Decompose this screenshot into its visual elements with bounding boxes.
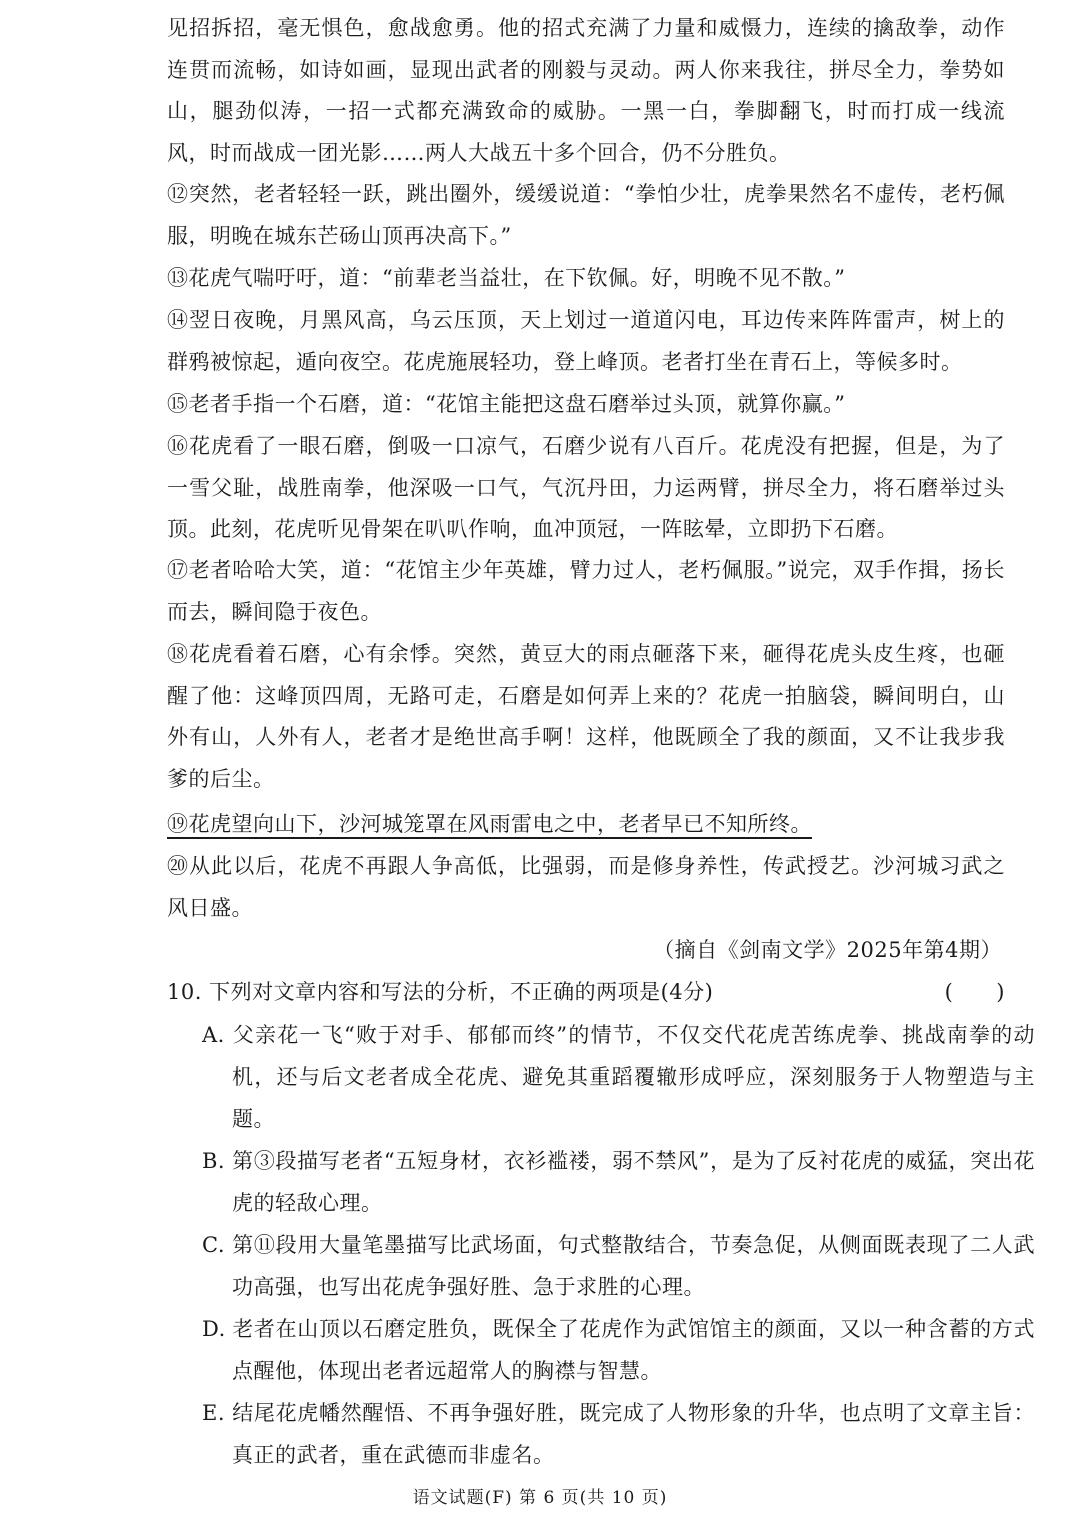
passage-paragraph-19 [167,804,1005,846]
option-e [202,1392,1035,1476]
option-text: 第③段描写老者“五短身材，衣衫褴褛，弱不禁风”，是为了反衬花虎的威猛，突出花虎的轻敌心理。 [232,1149,1035,1215]
option-text: 老者在山顶以石磨定胜负，既保全了花虎作为武馆馆主的颜面，又以一种含蓄的方式点醒他，体现出老者远超常人的胸襟与智慧。 [232,1317,1035,1383]
page-footer: 语文试题(F) 第 6 页(共 10 页) [412,1488,668,1508]
option-letter: D. [202,1317,226,1341]
passage-paragraph-16: ⑯花虎看了一眼石磨，倒吸一口凉气，石磨少说有八百斤。花虎没有把握，但是，为了一雪父耻，战胜南拳，他深吸一口气，气沉丹田，力运两臂，拼尽全力，将石磨举过头顶。此刻，花虎听见骨架在叭叭作响，血冲顶冠，一阵眩晕，立即扔下石磨。 [167,434,1005,541]
question-10 [167,972,1005,1014]
underlined-sentence: ⑲花虎望向山下，沙河城笼罩在风雨雷电之中，老者早已不知所终。 [167,812,812,836]
passage-paragraph-18: ⑱花虎看着石磨，心有余悸。突然，黄豆大的雨点砸落下来，砸得花虎头皮生疼，也砸醒了他：这峰顶四周，无路可走，石磨是如何弄上来的？花虎一拍脑袋，瞬间明白，山外有山，人外有人，老者才是绝世高手啊！这样，他既顾全了我的颜面，又不让我步我爹的后尘。 [167,642,1005,791]
passage-paragraph-14: ⑭翌日夜晚，月黑风高，乌云压顶，天上划过一道道闪电，耳边传来阵阵雷声，树上的群鸦被惊起，遁向夜空。花虎施展轻功，登上峰顶。老者打坐在青石上，等候多时。 [167,308,1005,374]
option-b [202,1140,1035,1224]
option-letter: B. [202,1149,226,1173]
passage-paragraph-17: ⑰老者哈哈大笑，道：“花馆主少年英雄，臂力过人，老朽佩服。”说完，双手作揖，扬长而去，瞬间隐于夜色。 [167,558,1005,624]
option-c [202,1224,1035,1308]
option-d [202,1308,1035,1392]
question-10-stem: 10. 下列对文章内容和写法的分析，不正确的两项是(4分) [167,980,714,1004]
passage-paragraph-12: ⑫突然，老者轻轻一跃，跳出圈外，缓缓说道：“拳怕少壮，虎拳果然名不虚传，老朽佩服，明晚在城东芒砀山顶再决高下。” [167,182,1005,248]
option-letter: A. [202,1023,225,1047]
answer-bracket: ( ) [944,980,1005,1004]
option-text: 父亲花一飞“败于对手、郁郁而终”的情节，不仅交代花虎苦练虎拳、挑战南拳的动机，还与后文老者成全花虎、避免其重蹈覆辙形成呼应，深刻服务于人物塑造与主题。 [232,1023,1035,1131]
passage-paragraph-15: ⑮老者手指一个石磨，道：“花馆主能把这盘石磨举过头顶，就算你赢。” [167,392,846,416]
option-a [202,1014,1035,1140]
option-letter: C. [202,1233,225,1257]
option-text: 结尾花虎幡然醒悟、不再争强好胜，既完成了人物形象的升华，也点明了文章主旨：真正的武者，重在武德而非虚名。 [232,1401,1035,1467]
passage-source: （摘自《剑南文学》2025年第4期） [653,938,1002,962]
passage-paragraph-13: ⑬花虎气喘吁吁，道：“前辈老当益壮，在下钦佩。好，明晚不见不散。” [167,266,846,290]
option-letter: E. [202,1401,226,1425]
passage-paragraph-11-continued: 见招拆招，毫无惧色，愈战愈勇。他的招式充满了力量和威慑力，连续的擒敌拳，动作连贯而流畅，如诗如画，显现出武者的刚毅与灵动。两人你来我往，拼尽全力，拳势如山，腿劲似涛，一招一式都充满致命的威胁。一黑一白，拳脚翻飞，时而打成一线流风，时而战成一团光影……两人大战五十多个回合，仍不分胜负。 [167,16,1005,165]
option-text: 第⑪段用大量笔墨描写比武场面，句式整散结合，节奏急促，从侧面既表现了二人武功高强，也写出花虎争强好胜、急于求胜的心理。 [232,1233,1035,1299]
passage-paragraph-20: ⑳从此以后，花虎不再跟人争高低，比强弱，而是修身养性，传武授艺。沙河城习武之风日盛。 [167,854,1005,920]
